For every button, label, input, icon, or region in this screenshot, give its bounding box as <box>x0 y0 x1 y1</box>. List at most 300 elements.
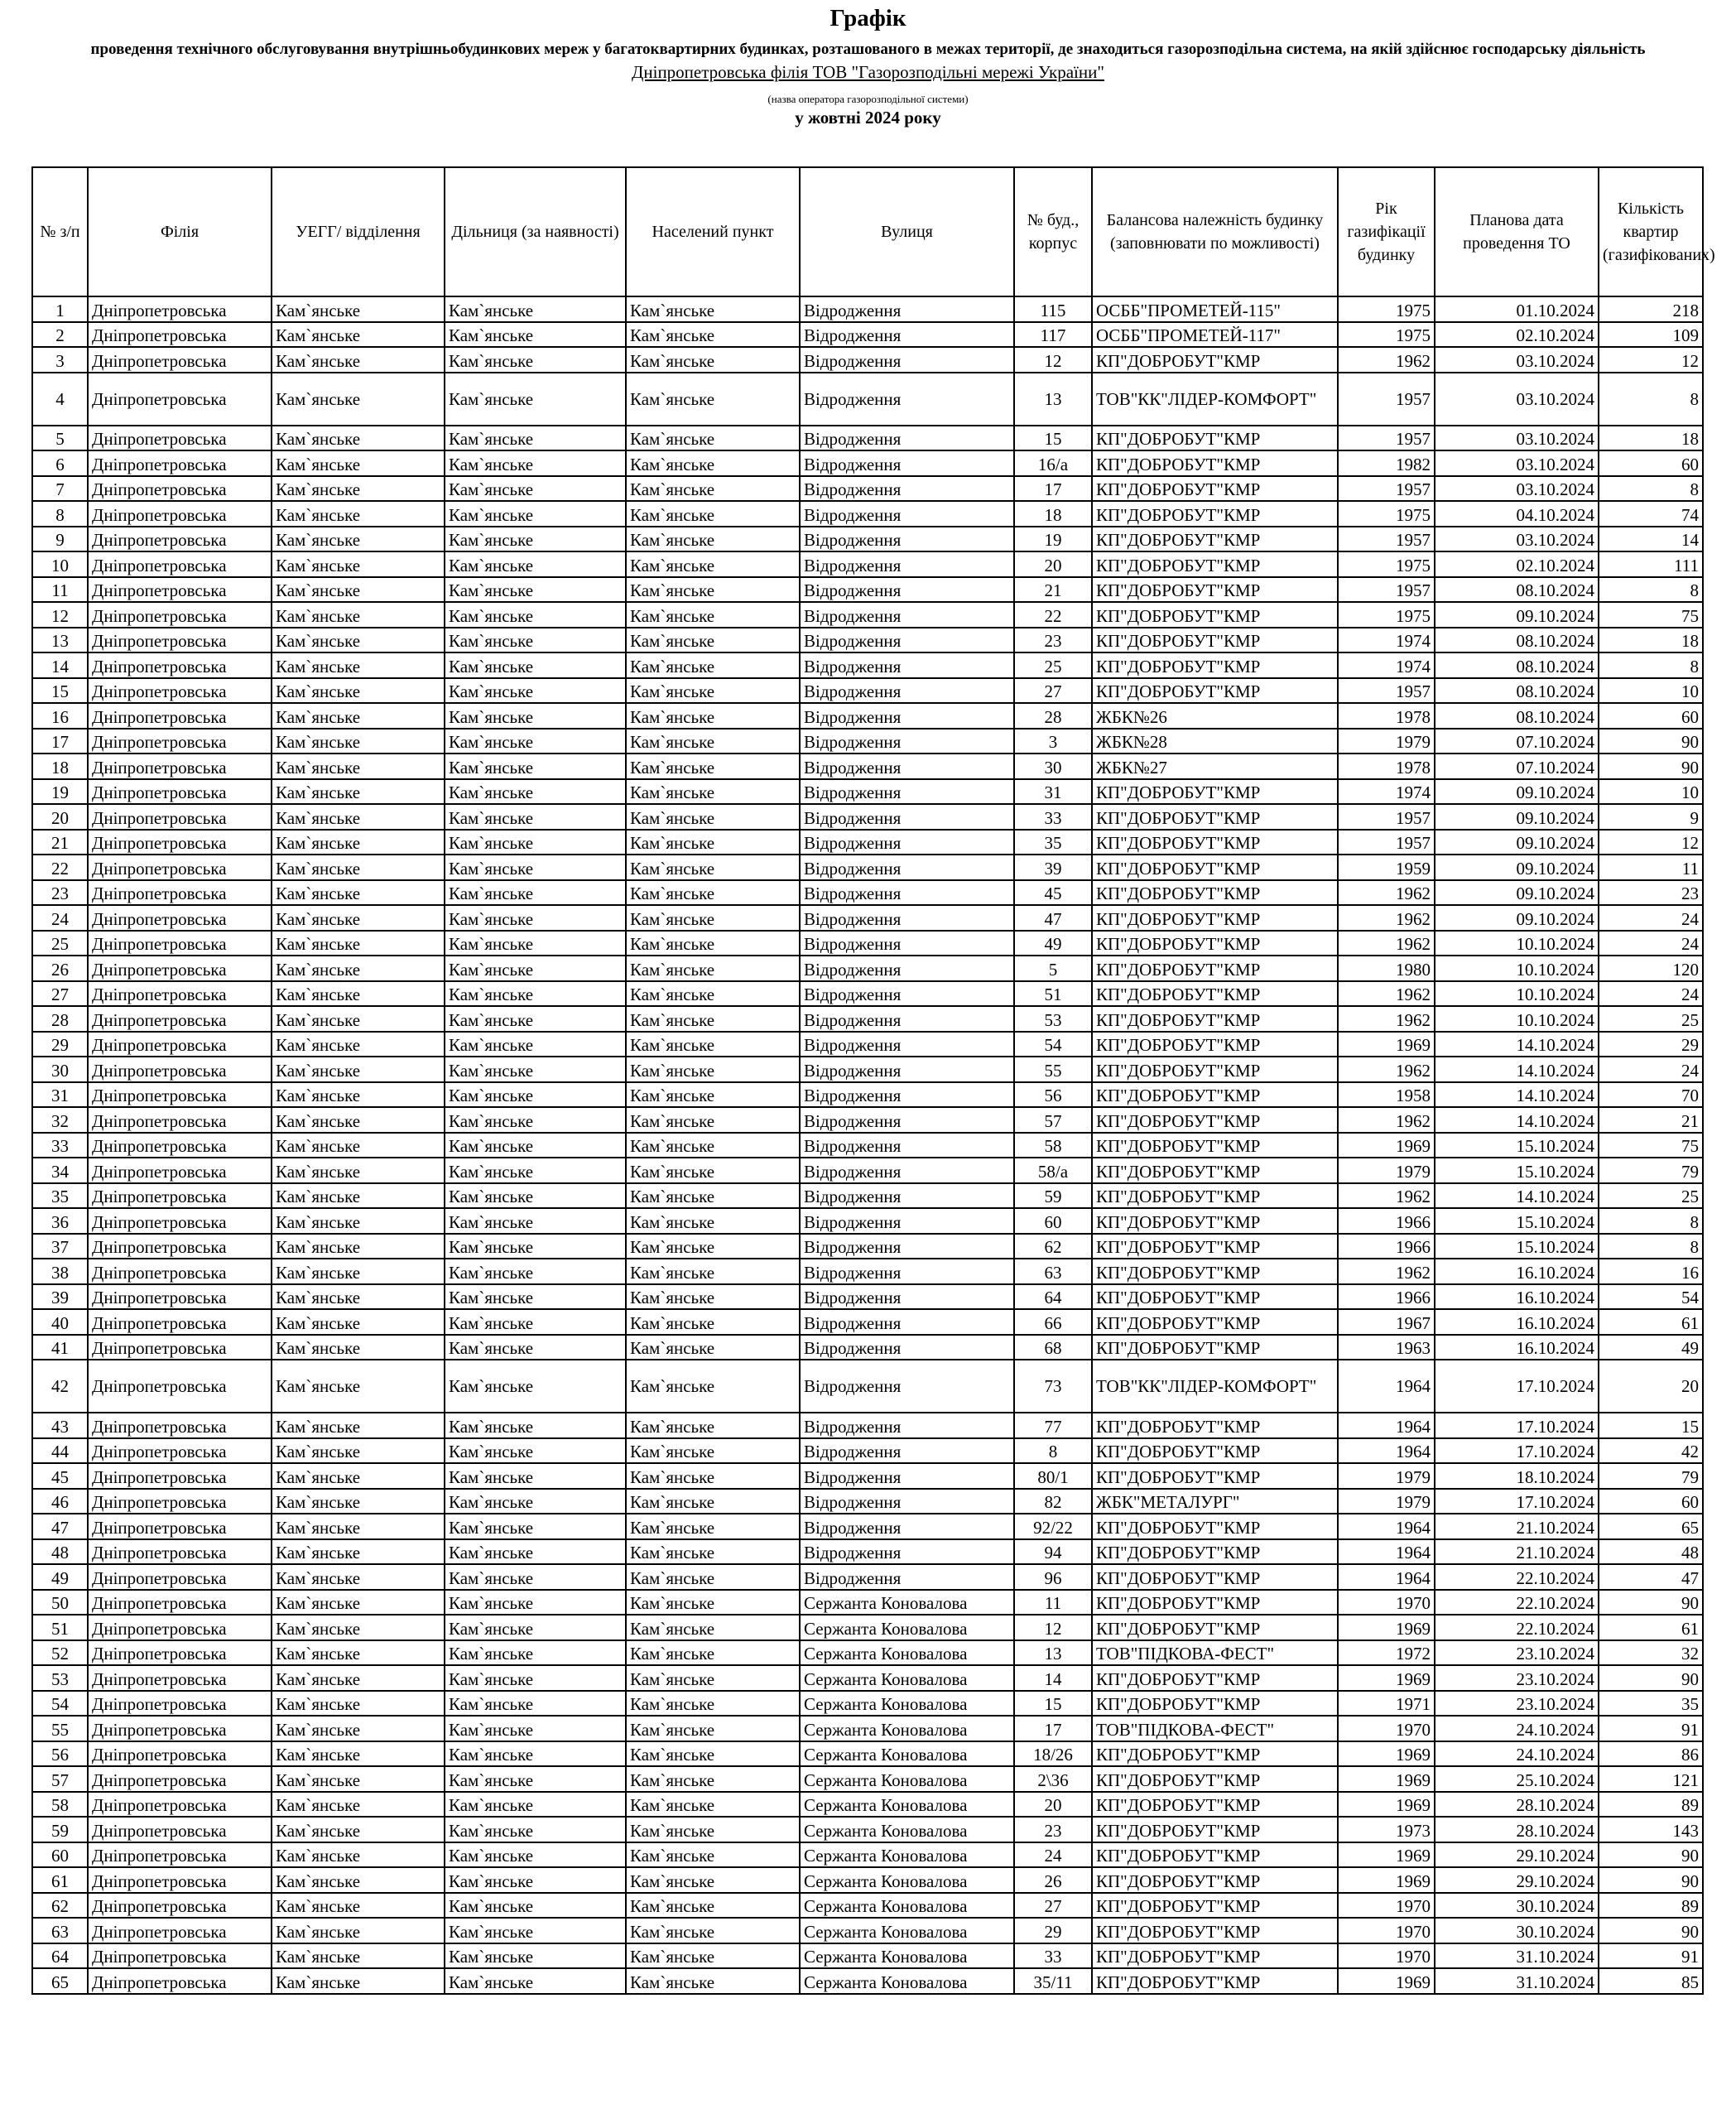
cell-gas-year: 1970 <box>1338 1918 1435 1943</box>
cell-section: Кам`янське <box>445 880 626 906</box>
cell-building: 33 <box>1014 804 1092 830</box>
cell-section: Кам`янське <box>445 1413 626 1438</box>
cell-apartments: 48 <box>1599 1539 1703 1565</box>
cell-street: Відродження <box>800 1006 1014 1032</box>
cell-locality: Кам`янське <box>626 1741 800 1767</box>
cell-balance-owner: КП"ДОБРОБУТ"КМР <box>1092 501 1338 527</box>
cell-number: 42 <box>32 1360 88 1413</box>
cell-section: Кам`янське <box>445 905 626 931</box>
cell-balance-owner: ЖБК№26 <box>1092 703 1338 729</box>
cell-number: 60 <box>32 1842 88 1868</box>
cell-branch: Дніпропетровська <box>88 373 272 426</box>
cell-department: Кам`янське <box>272 1360 445 1413</box>
cell-building: 21 <box>1014 577 1092 603</box>
cell-section: Кам`янське <box>445 527 626 552</box>
cell-street: Відродження <box>800 602 1014 628</box>
cell-branch: Дніпропетровська <box>88 1968 272 1994</box>
cell-section: Кам`янське <box>445 1817 626 1842</box>
table-row <box>32 1564 1703 1590</box>
cell-apartments: 91 <box>1599 1716 1703 1741</box>
cell-building: 2\36 <box>1014 1766 1092 1792</box>
cell-section: Кам`янське <box>445 1208 626 1234</box>
cell-street: Відродження <box>800 1413 1014 1438</box>
cell-planned-date: 24.10.2024 <box>1435 1716 1599 1741</box>
cell-number: 28 <box>32 1006 88 1032</box>
cell-branch: Дніпропетровська <box>88 1539 272 1565</box>
cell-gas-year: 1975 <box>1338 322 1435 348</box>
cell-street: Відродження <box>800 804 1014 830</box>
cell-department: Кам`янське <box>272 1107 445 1133</box>
cell-branch: Дніпропетровська <box>88 1640 272 1666</box>
cell-street: Сержанта Коновалова <box>800 1943 1014 1969</box>
cell-street: Відродження <box>800 779 1014 805</box>
table-row <box>32 1590 1703 1615</box>
cell-gas-year: 1964 <box>1338 1413 1435 1438</box>
cell-building: 18/26 <box>1014 1741 1092 1767</box>
cell-balance-owner: КП"ДОБРОБУТ"КМР <box>1092 1539 1338 1565</box>
cell-department: Кам`янське <box>272 1057 445 1082</box>
cell-building: 27 <box>1014 1893 1092 1919</box>
cell-locality: Кам`янське <box>626 1335 800 1360</box>
cell-department: Кам`янське <box>272 450 445 476</box>
cell-balance-owner: КП"ДОБРОБУТ"КМР <box>1092 779 1338 805</box>
cell-balance-owner: КП"ДОБРОБУТ"КМР <box>1092 426 1338 451</box>
cell-gas-year: 1962 <box>1338 1183 1435 1209</box>
cell-locality: Кам`янське <box>626 322 800 348</box>
cell-gas-year: 1957 <box>1338 830 1435 855</box>
cell-balance-owner: КП"ДОБРОБУТ"КМР <box>1092 880 1338 906</box>
cell-branch: Дніпропетровська <box>88 981 272 1007</box>
cell-street: Сержанта Коновалова <box>800 1893 1014 1919</box>
cell-locality: Кам`янське <box>626 1615 800 1640</box>
cell-apartments: 25 <box>1599 1006 1703 1032</box>
cell-branch: Дніпропетровська <box>88 1615 272 1640</box>
cell-number: 49 <box>32 1564 88 1590</box>
cell-locality: Кам`янське <box>626 1691 800 1717</box>
cell-locality: Кам`янське <box>626 1842 800 1868</box>
cell-branch: Дніпропетровська <box>88 1716 272 1741</box>
cell-balance-owner: КП"ДОБРОБУТ"КМР <box>1092 1234 1338 1259</box>
cell-number: 13 <box>32 628 88 653</box>
cell-planned-date: 24.10.2024 <box>1435 1741 1599 1767</box>
cell-apartments: 18 <box>1599 628 1703 653</box>
table-row <box>32 347 1703 373</box>
cell-department: Кам`янське <box>272 1335 445 1360</box>
table-row <box>32 450 1703 476</box>
cell-gas-year: 1958 <box>1338 1082 1435 1108</box>
cell-section: Кам`янське <box>445 855 626 880</box>
cell-branch: Дніпропетровська <box>88 1489 272 1514</box>
cell-locality: Кам`янське <box>626 1259 800 1284</box>
cell-locality: Кам`янське <box>626 830 800 855</box>
cell-number: 54 <box>32 1691 88 1717</box>
cell-section: Кам`янське <box>445 754 626 779</box>
cell-planned-date: 28.10.2024 <box>1435 1792 1599 1818</box>
cell-section: Кам`янське <box>445 1918 626 1943</box>
cell-number: 10 <box>32 551 88 577</box>
cell-number: 21 <box>32 830 88 855</box>
cell-department: Кам`янське <box>272 703 445 729</box>
cell-planned-date: 03.10.2024 <box>1435 373 1599 426</box>
cell-section: Кам`янське <box>445 652 626 678</box>
cell-building: 117 <box>1014 322 1092 348</box>
cell-number: 52 <box>32 1640 88 1666</box>
cell-branch: Дніпропетровська <box>88 678 272 704</box>
cell-apartments: 24 <box>1599 931 1703 956</box>
cell-balance-owner: КП"ДОБРОБУТ"КМР <box>1092 981 1338 1007</box>
cell-building: 30 <box>1014 754 1092 779</box>
cell-locality: Кам`янське <box>626 628 800 653</box>
cell-branch: Дніпропетровська <box>88 1792 272 1818</box>
cell-planned-date: 14.10.2024 <box>1435 1032 1599 1057</box>
col-header-building: № буд., корпус <box>1014 167 1092 296</box>
table-header-row <box>32 167 1703 296</box>
cell-planned-date: 17.10.2024 <box>1435 1489 1599 1514</box>
cell-number: 63 <box>32 1918 88 1943</box>
cell-planned-date: 30.10.2024 <box>1435 1893 1599 1919</box>
cell-locality: Кам`янське <box>626 1918 800 1943</box>
cell-apartments: 35 <box>1599 1691 1703 1717</box>
cell-planned-date: 18.10.2024 <box>1435 1463 1599 1489</box>
cell-section: Кам`янське <box>445 347 626 373</box>
cell-balance-owner: ТОВ"КК"ЛІДЕР-КОМФОРТ" <box>1092 1360 1338 1413</box>
cell-number: 46 <box>32 1489 88 1514</box>
cell-department: Кам`янське <box>272 1032 445 1057</box>
cell-building: 23 <box>1014 628 1092 653</box>
cell-building: 58 <box>1014 1133 1092 1158</box>
cell-locality: Кам`янське <box>626 1514 800 1539</box>
cell-balance-owner: КП"ДОБРОБУТ"КМР <box>1092 1463 1338 1489</box>
cell-gas-year: 1974 <box>1338 628 1435 653</box>
cell-balance-owner: ЖБК№28 <box>1092 729 1338 754</box>
cell-planned-date: 14.10.2024 <box>1435 1057 1599 1082</box>
cell-branch: Дніпропетровська <box>88 1817 272 1842</box>
cell-gas-year: 1974 <box>1338 779 1435 805</box>
cell-branch: Дніпропетровська <box>88 1893 272 1919</box>
cell-planned-date: 16.10.2024 <box>1435 1335 1599 1360</box>
table-row <box>32 1766 1703 1792</box>
cell-gas-year: 1969 <box>1338 1968 1435 1994</box>
table-row <box>32 1082 1703 1108</box>
cell-branch: Дніпропетровська <box>88 1335 272 1360</box>
cell-gas-year: 1962 <box>1338 1006 1435 1032</box>
cell-branch: Дніпропетровська <box>88 804 272 830</box>
cell-department: Кам`янське <box>272 1208 445 1234</box>
cell-planned-date: 08.10.2024 <box>1435 678 1599 704</box>
cell-planned-date: 09.10.2024 <box>1435 779 1599 805</box>
cell-section: Кам`янське <box>445 1082 626 1108</box>
cell-department: Кам`янське <box>272 1514 445 1539</box>
table-row <box>32 830 1703 855</box>
cell-branch: Дніпропетровська <box>88 1918 272 1943</box>
cell-locality: Кам`янське <box>626 1158 800 1183</box>
cell-apartments: 121 <box>1599 1766 1703 1792</box>
cell-number: 23 <box>32 880 88 906</box>
cell-number: 2 <box>32 322 88 348</box>
cell-department: Кам`янське <box>272 1691 445 1717</box>
cell-planned-date: 14.10.2024 <box>1435 1082 1599 1108</box>
cell-number: 47 <box>32 1514 88 1539</box>
cell-locality: Кам`янське <box>626 602 800 628</box>
cell-locality: Кам`янське <box>626 1716 800 1741</box>
document-header <box>0 0 1736 128</box>
cell-department: Кам`янське <box>272 602 445 628</box>
cell-street: Відродження <box>800 1082 1014 1108</box>
cell-branch: Дніпропетровська <box>88 1234 272 1259</box>
cell-department: Кам`янське <box>272 652 445 678</box>
cell-balance-owner: КП"ДОБРОБУТ"КМР <box>1092 652 1338 678</box>
cell-gas-year: 1962 <box>1338 931 1435 956</box>
cell-gas-year: 1967 <box>1338 1309 1435 1335</box>
cell-number: 19 <box>32 779 88 805</box>
table-row <box>32 1309 1703 1335</box>
cell-balance-owner: КП"ДОБРОБУТ"КМР <box>1092 1943 1338 1969</box>
cell-number: 6 <box>32 450 88 476</box>
cell-department: Кам`янське <box>272 1413 445 1438</box>
operator-name: Дніпропетровська філія ТОВ "Газорозподільні мережі України" <box>632 62 1104 82</box>
cell-balance-owner: КП"ДОБРОБУТ"КМР <box>1092 1438 1338 1464</box>
cell-department: Кам`янське <box>272 981 445 1007</box>
cell-planned-date: 07.10.2024 <box>1435 729 1599 754</box>
cell-balance-owner: ТОВ"ПІДКОВА-ФЕСТ" <box>1092 1640 1338 1666</box>
table-row <box>32 1335 1703 1360</box>
cell-building: 11 <box>1014 1590 1092 1615</box>
cell-locality: Кам`янське <box>626 652 800 678</box>
cell-planned-date: 10.10.2024 <box>1435 956 1599 981</box>
cell-street: Відродження <box>800 1107 1014 1133</box>
cell-gas-year: 1962 <box>1338 880 1435 906</box>
cell-gas-year: 1979 <box>1338 1489 1435 1514</box>
cell-street: Відродження <box>800 501 1014 527</box>
cell-gas-year: 1975 <box>1338 296 1435 322</box>
cell-gas-year: 1964 <box>1338 1438 1435 1464</box>
cell-gas-year: 1963 <box>1338 1335 1435 1360</box>
cell-apartments: 120 <box>1599 956 1703 981</box>
cell-gas-year: 1969 <box>1338 1766 1435 1792</box>
cell-department: Кам`янське <box>272 322 445 348</box>
cell-building: 23 <box>1014 1817 1092 1842</box>
cell-section: Кам`янське <box>445 322 626 348</box>
cell-branch: Дніпропетровська <box>88 1208 272 1234</box>
cell-locality: Кам`янське <box>626 1665 800 1691</box>
cell-locality: Кам`янське <box>626 1968 800 1994</box>
table-row <box>32 754 1703 779</box>
cell-department: Кам`янське <box>272 1133 445 1158</box>
cell-balance-owner: ТОВ"ПІДКОВА-ФЕСТ" <box>1092 1716 1338 1741</box>
cell-locality: Кам`янське <box>626 1463 800 1489</box>
cell-planned-date: 09.10.2024 <box>1435 830 1599 855</box>
cell-balance-owner: КП"ДОБРОБУТ"КМР <box>1092 1514 1338 1539</box>
cell-planned-date: 22.10.2024 <box>1435 1590 1599 1615</box>
cell-branch: Дніпропетровська <box>88 754 272 779</box>
cell-balance-owner: КП"ДОБРОБУТ"КМР <box>1092 551 1338 577</box>
cell-apartments: 14 <box>1599 527 1703 552</box>
cell-branch: Дніпропетровська <box>88 476 272 502</box>
cell-street: Відродження <box>800 729 1014 754</box>
cell-building: 92/22 <box>1014 1514 1092 1539</box>
table-row <box>32 1183 1703 1209</box>
table-row <box>32 1792 1703 1818</box>
cell-branch: Дніпропетровська <box>88 931 272 956</box>
cell-number: 15 <box>32 678 88 704</box>
cell-number: 22 <box>32 855 88 880</box>
cell-number: 20 <box>32 804 88 830</box>
cell-apartments: 90 <box>1599 1590 1703 1615</box>
cell-balance-owner: КП"ДОБРОБУТ"КМР <box>1092 678 1338 704</box>
cell-apartments: 11 <box>1599 855 1703 880</box>
table-row <box>32 804 1703 830</box>
cell-gas-year: 1964 <box>1338 1539 1435 1565</box>
cell-planned-date: 10.10.2024 <box>1435 931 1599 956</box>
cell-street: Сержанта Коновалова <box>800 1665 1014 1691</box>
cell-section: Кам`янське <box>445 1057 626 1082</box>
cell-planned-date: 09.10.2024 <box>1435 905 1599 931</box>
cell-planned-date: 03.10.2024 <box>1435 476 1599 502</box>
cell-gas-year: 1962 <box>1338 1259 1435 1284</box>
col-header-gas-year: Рік газифікації будинку <box>1338 167 1435 296</box>
cell-planned-date: 29.10.2024 <box>1435 1867 1599 1893</box>
table-row <box>32 1716 1703 1741</box>
cell-department: Кам`янське <box>272 1463 445 1489</box>
cell-building: 77 <box>1014 1413 1092 1438</box>
cell-number: 51 <box>32 1615 88 1640</box>
cell-section: Кам`янське <box>445 1943 626 1969</box>
cell-building: 33 <box>1014 1943 1092 1969</box>
cell-gas-year: 1969 <box>1338 1867 1435 1893</box>
cell-branch: Дніпропетровська <box>88 1943 272 1969</box>
cell-building: 58/а <box>1014 1158 1092 1183</box>
cell-apartments: 60 <box>1599 450 1703 476</box>
cell-street: Відродження <box>800 296 1014 322</box>
cell-apartments: 74 <box>1599 501 1703 527</box>
cell-section: Кам`янське <box>445 476 626 502</box>
cell-locality: Кам`янське <box>626 804 800 830</box>
cell-building: 51 <box>1014 981 1092 1007</box>
cell-building: 22 <box>1014 602 1092 628</box>
cell-branch: Дніпропетровська <box>88 1082 272 1108</box>
cell-street: Відродження <box>800 678 1014 704</box>
cell-locality: Кам`янське <box>626 1590 800 1615</box>
cell-branch: Дніпропетровська <box>88 1107 272 1133</box>
col-header-locality: Населений пункт <box>626 167 800 296</box>
operator-note: (назва оператора газорозподільної системи) <box>767 93 969 105</box>
table-body <box>32 296 1703 1994</box>
cell-branch: Дніпропетровська <box>88 1741 272 1767</box>
cell-branch: Дніпропетровська <box>88 1360 272 1413</box>
cell-department: Кам`янське <box>272 1564 445 1590</box>
table-row <box>32 373 1703 426</box>
cell-locality: Кам`янське <box>626 1057 800 1082</box>
cell-number: 55 <box>32 1716 88 1741</box>
cell-locality: Кам`янське <box>626 678 800 704</box>
cell-gas-year: 1979 <box>1338 1463 1435 1489</box>
cell-gas-year: 1964 <box>1338 1514 1435 1539</box>
cell-planned-date: 08.10.2024 <box>1435 577 1599 603</box>
cell-building: 53 <box>1014 1006 1092 1032</box>
cell-apartments: 89 <box>1599 1792 1703 1818</box>
table-row <box>32 1438 1703 1464</box>
cell-section: Кам`янське <box>445 1968 626 1994</box>
cell-branch: Дніпропетровська <box>88 830 272 855</box>
cell-apartments: 8 <box>1599 577 1703 603</box>
cell-balance-owner: КП"ДОБРОБУТ"КМР <box>1092 1792 1338 1818</box>
cell-balance-owner: КП"ДОБРОБУТ"КМР <box>1092 1766 1338 1792</box>
table-row <box>32 1032 1703 1057</box>
table-row <box>32 1665 1703 1691</box>
cell-balance-owner: КП"ДОБРОБУТ"КМР <box>1092 527 1338 552</box>
cell-apartments: 79 <box>1599 1463 1703 1489</box>
cell-number: 48 <box>32 1539 88 1565</box>
cell-number: 45 <box>32 1463 88 1489</box>
cell-section: Кам`янське <box>445 628 626 653</box>
cell-balance-owner: КП"ДОБРОБУТ"КМР <box>1092 931 1338 956</box>
cell-apartments: 12 <box>1599 830 1703 855</box>
cell-gas-year: 1957 <box>1338 804 1435 830</box>
cell-planned-date: 16.10.2024 <box>1435 1259 1599 1284</box>
cell-balance-owner: ЖБК№27 <box>1092 754 1338 779</box>
schedule-period: у жовтні 2024 року <box>795 108 941 128</box>
cell-department: Кам`янське <box>272 1259 445 1284</box>
cell-street: Відродження <box>800 1133 1014 1158</box>
cell-apartments: 109 <box>1599 322 1703 348</box>
cell-gas-year: 1969 <box>1338 1665 1435 1691</box>
table-row <box>32 476 1703 502</box>
cell-balance-owner: КП"ДОБРОБУТ"КМР <box>1092 1413 1338 1438</box>
cell-street: Відродження <box>800 981 1014 1007</box>
cell-apartments: 16 <box>1599 1259 1703 1284</box>
cell-number: 11 <box>32 577 88 603</box>
cell-number: 57 <box>32 1766 88 1792</box>
cell-apartments: 60 <box>1599 1489 1703 1514</box>
cell-balance-owner: КП"ДОБРОБУТ"КМР <box>1092 1691 1338 1717</box>
table-row <box>32 678 1703 704</box>
cell-planned-date: 01.10.2024 <box>1435 296 1599 322</box>
cell-locality: Кам`янське <box>626 426 800 451</box>
cell-balance-owner: КП"ДОБРОБУТ"КМР <box>1092 347 1338 373</box>
cell-section: Кам`янське <box>445 1107 626 1133</box>
cell-section: Кам`янське <box>445 1640 626 1666</box>
cell-locality: Кам`янське <box>626 1893 800 1919</box>
cell-street: Відродження <box>800 931 1014 956</box>
cell-department: Кам`янське <box>272 956 445 981</box>
cell-apartments: 90 <box>1599 1842 1703 1868</box>
col-header-section: Дільниця (за наявності) <box>445 167 626 296</box>
cell-gas-year: 1982 <box>1338 450 1435 476</box>
cell-section: Кам`янське <box>445 1133 626 1158</box>
table-row <box>32 981 1703 1007</box>
cell-department: Кам`янське <box>272 1968 445 1994</box>
cell-balance-owner: КП"ДОБРОБУТ"КМР <box>1092 1893 1338 1919</box>
cell-department: Кам`янське <box>272 1792 445 1818</box>
cell-number: 12 <box>32 602 88 628</box>
cell-branch: Дніпропетровська <box>88 551 272 577</box>
cell-planned-date: 10.10.2024 <box>1435 1006 1599 1032</box>
cell-building: 28 <box>1014 703 1092 729</box>
table-row <box>32 1489 1703 1514</box>
cell-planned-date: 29.10.2024 <box>1435 1842 1599 1868</box>
cell-gas-year: 1959 <box>1338 855 1435 880</box>
table-row <box>32 652 1703 678</box>
cell-locality: Кам`янське <box>626 1107 800 1133</box>
cell-gas-year: 1957 <box>1338 476 1435 502</box>
cell-section: Кам`янське <box>445 1564 626 1590</box>
cell-planned-date: 10.10.2024 <box>1435 981 1599 1007</box>
cell-building: 82 <box>1014 1489 1092 1514</box>
cell-street: Відродження <box>800 1564 1014 1590</box>
cell-balance-owner: КП"ДОБРОБУТ"КМР <box>1092 1918 1338 1943</box>
cell-planned-date: 17.10.2024 <box>1435 1438 1599 1464</box>
cell-street: Відродження <box>800 830 1014 855</box>
